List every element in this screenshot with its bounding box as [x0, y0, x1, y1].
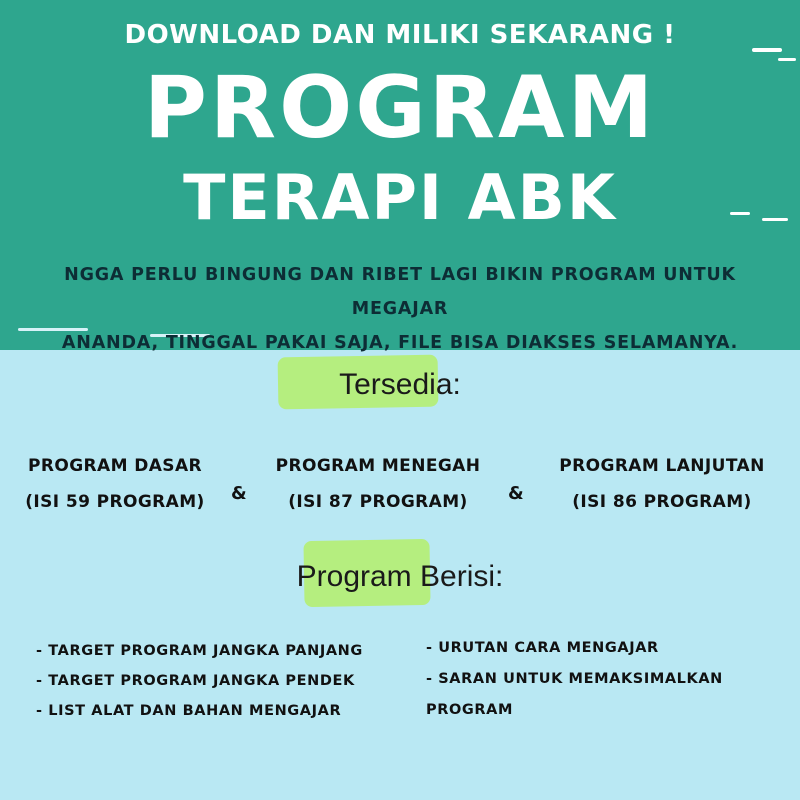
program-item [258, 448, 498, 520]
list-item: PROGRAM [426, 702, 514, 718]
list-item: - SARAN UNTUK MEMAKSIMALKAN [426, 671, 723, 687]
list-item: - URUTAN CARA MENGAJAR [426, 640, 659, 656]
title-line-1: PROGRAM [143, 58, 657, 158]
available-heading: Tersedia: [339, 368, 461, 401]
program-item [536, 448, 788, 520]
title-line-2: TERAPI ABK [183, 161, 617, 234]
ampersand: & [231, 483, 247, 504]
program-name: PROGRAM MENEGAH [275, 456, 481, 476]
program-count: (ISI 86 PROGRAM) [572, 492, 752, 512]
list-item: - LIST ALAT DAN BAHAN MENGAJAR [36, 703, 342, 719]
program-name: PROGRAM LANJUTAN [559, 456, 765, 476]
program-count: (ISI 87 PROGRAM) [288, 492, 468, 512]
kicker-text: DOWNLOAD DAN MILIKI SEKARANG ! [124, 20, 676, 50]
ampersand: & [508, 483, 524, 504]
program-item [10, 448, 220, 520]
tagline-line-1: NGGA PERLU BINGUNG DAN RIBET LAGI BIKIN PROGRAM UNTUK MEGAJAR [64, 265, 736, 319]
contents-heading: Program Berisi: [296, 560, 504, 593]
list-item: - TARGET PROGRAM JANGKA PENDEK [36, 673, 355, 689]
contents-list-right [426, 633, 723, 726]
list-item: - TARGET PROGRAM JANGKA PANJANG [36, 643, 363, 659]
tagline-line-2: ANANDA, TINGGAL PAKAI SAJA, FILE BISA DIAKSES SELAMANYA. [61, 333, 739, 353]
program-name: PROGRAM DASAR [28, 456, 202, 476]
tagline [30, 258, 770, 360]
contents-list-left [36, 636, 363, 726]
program-count: (ISI 59 PROGRAM) [25, 492, 205, 512]
